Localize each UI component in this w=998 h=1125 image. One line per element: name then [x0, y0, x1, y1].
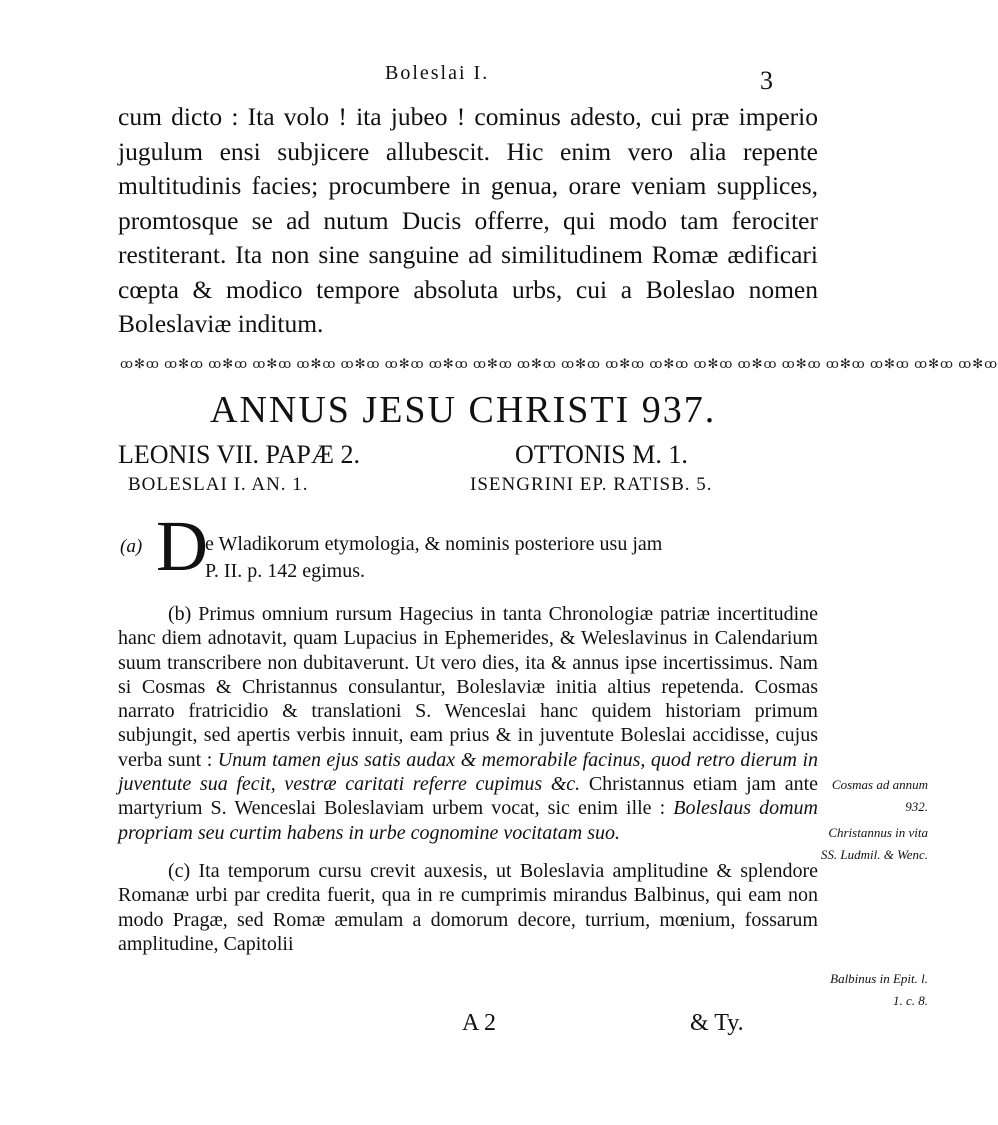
emperor-regnal-year: OTTONIS M. 1.: [515, 440, 688, 469]
footnote-a-line2: P. II. p. 142 egimus.: [205, 560, 365, 582]
marginal-note-balbinus: Balbinus in Epit. l. 1. c. 8.: [830, 971, 928, 1008]
footnote-c: (c) Ita temporum cursu crevit auxesis, ut Boleslavia amplitudine & splendore Romanæ urbi par credita fuerit, qua in re cumprimis mirandus Balbinus, qui eam non modo Pragæ, sed Romæ æmulam a domorum decore, turrium, mœnium, fossarum amplitudine, Capitolii: [118, 859, 818, 955]
body-paragraph: cum dicto : Ita volo ! ita jubeo ! cominus adesto, cui præ imperio jugulum ensi subjicere allubescit. Hic enim vero alia repente multitudinis facies; procumbere in genua, orare veniam supplices, promtosque se ad nutum Ducis offerre, qui modo tam ferociter restiterant. Ita non sine sanguine ad similitudinem Romæ ædificari cœpta & modico tempore absoluta urbs, cui a Boleslao nomen Boleslaviæ inditum.: [118, 102, 818, 338]
footnote-b: [118, 602, 818, 845]
footnote-b-part2: Christannus etiam jam ante martyrium S. Wenceslai Boleslaviam urbem vocat, sic enim ille :: [118, 773, 819, 820]
footnote-b-quote2: Boleslaus domum propriam seu curtim habens in urbe cognomine vocitatam suo.: [118, 797, 818, 844]
year-heading: ANNUS JESU CHRISTI 937.: [210, 389, 717, 431]
footnote-a-line1: e Wladikorum etymologia, & nominis posteriore usu jam: [205, 533, 663, 555]
page-number: 3: [760, 66, 773, 95]
drop-cap: D: [156, 506, 208, 586]
main-paragraph: [118, 100, 818, 342]
pope-regnal-year: LEONIS VII. PAPÆ 2.: [118, 440, 360, 469]
running-head: Boleslai I.: [385, 62, 490, 84]
footnote-b-part1: (b) Primus omnium rursum Hagecius in tanta Chronologiæ patriæ incertitudine hanc diem adnotavit, quam Lupacius in Ephemerides, & Weleslavinus in Calendarium suum transcribere non dubitaverunt. Ut vero dies, ita & annus ipse incertissimus. Nam si Cosmas & Christannus consulantur, Boleslaviæ initia altius repetenda. Cosmas narrato fratricidio & translationi S. Wenceslai hanc quidem historiam primum subjungit, sed apertis verbis innuit, eam prius & in juventute Boleslai accidisse, cujus verba sunt :: [118, 603, 818, 771]
footnote-a-mark: (a): [120, 536, 143, 557]
footnotes: [118, 602, 818, 970]
catchword: & Ty.: [690, 1010, 744, 1036]
bishop-regnal-year: ISENGRINI EP. RATISB. 5.: [470, 474, 713, 495]
signature-mark: A 2: [462, 1010, 497, 1036]
ornamental-divider: ꝏ✻ꝏ ꝏ✻ꝏ ꝏ✻ꝏ ꝏ✻ꝏ ꝏ✻ꝏ ꝏ✻ꝏ ꝏ✻ꝏ ꝏ✻ꝏ ꝏ✻ꝏ ꝏ✻ꝏ ꝏ✻ꝏ ꝏ✻ꝏ ꝏ✻ꝏ ꝏ✻ꝏ ꝏ✻ꝏ ꝏ✻ꝏ ꝏ✻ꝏ ꝏ✻ꝏ ꝏ✻ꝏ ꝏ✻ꝏ: [120, 356, 998, 371]
footnote-b-quote1: Unum tamen ejus satis audax & memorabile facinus, quod retro dierum in juventute sua fecit, vestræ caritati referre cupimus &c.: [118, 748, 818, 796]
marginal-note-cosmas: Cosmas ad annum 932.: [831, 777, 928, 814]
duke-regnal-year: BOLESLAI I. AN. 1.: [128, 474, 309, 495]
marginal-note-christannus: Christannus in vita SS. Ludmil. & Wenc.: [820, 825, 928, 862]
